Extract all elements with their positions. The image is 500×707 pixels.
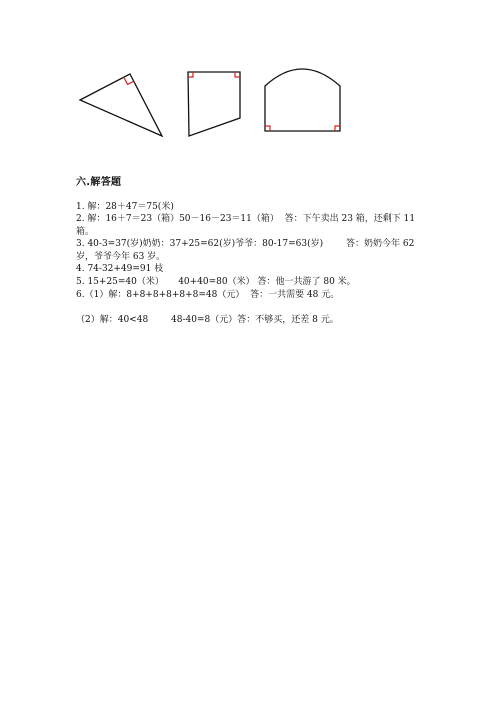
shapes-figure (0, 0, 500, 160)
section-title: 六.解答题 (76, 177, 122, 188)
answer-6-part-2: （2）解：40<48 48-40=8（元）答：不够买，还差 8 元。 (76, 315, 339, 325)
triangle-shape (80, 74, 162, 136)
right-angle-mark (235, 72, 240, 77)
answer-1: 1. 解：28＋47＝75(米) (76, 202, 174, 212)
answer-4: 4. 74-32+49=91 枝 (76, 264, 164, 274)
answer-2: 2. 解：16＋7＝23（箱）50－16－23＝11（箱） 答：下午卖出 23 箱，还剩下 11 箱。 (76, 214, 418, 237)
answer-6-part-1: 6.（1）解：8+8+8+8+8+8=48（元） 答：一共需要 48 元。 (76, 290, 340, 300)
right-angle-mark (188, 72, 193, 77)
answer-3: 3. 40-3=37(岁)奶奶：37+25=62(岁)爷爷：80-17=63(岁) 答：奶奶今年 62 岁，爷爷今年 63 岁。 (76, 239, 418, 262)
right-angle-mark (265, 126, 270, 131)
arched-shape (265, 69, 340, 131)
right-angle-mark (335, 126, 340, 131)
answer-5: 5. 15+25=40（米） 40+40=80（米） 答：他一共游了 80 米。 (76, 277, 356, 287)
quadrilateral-shape (188, 72, 240, 136)
